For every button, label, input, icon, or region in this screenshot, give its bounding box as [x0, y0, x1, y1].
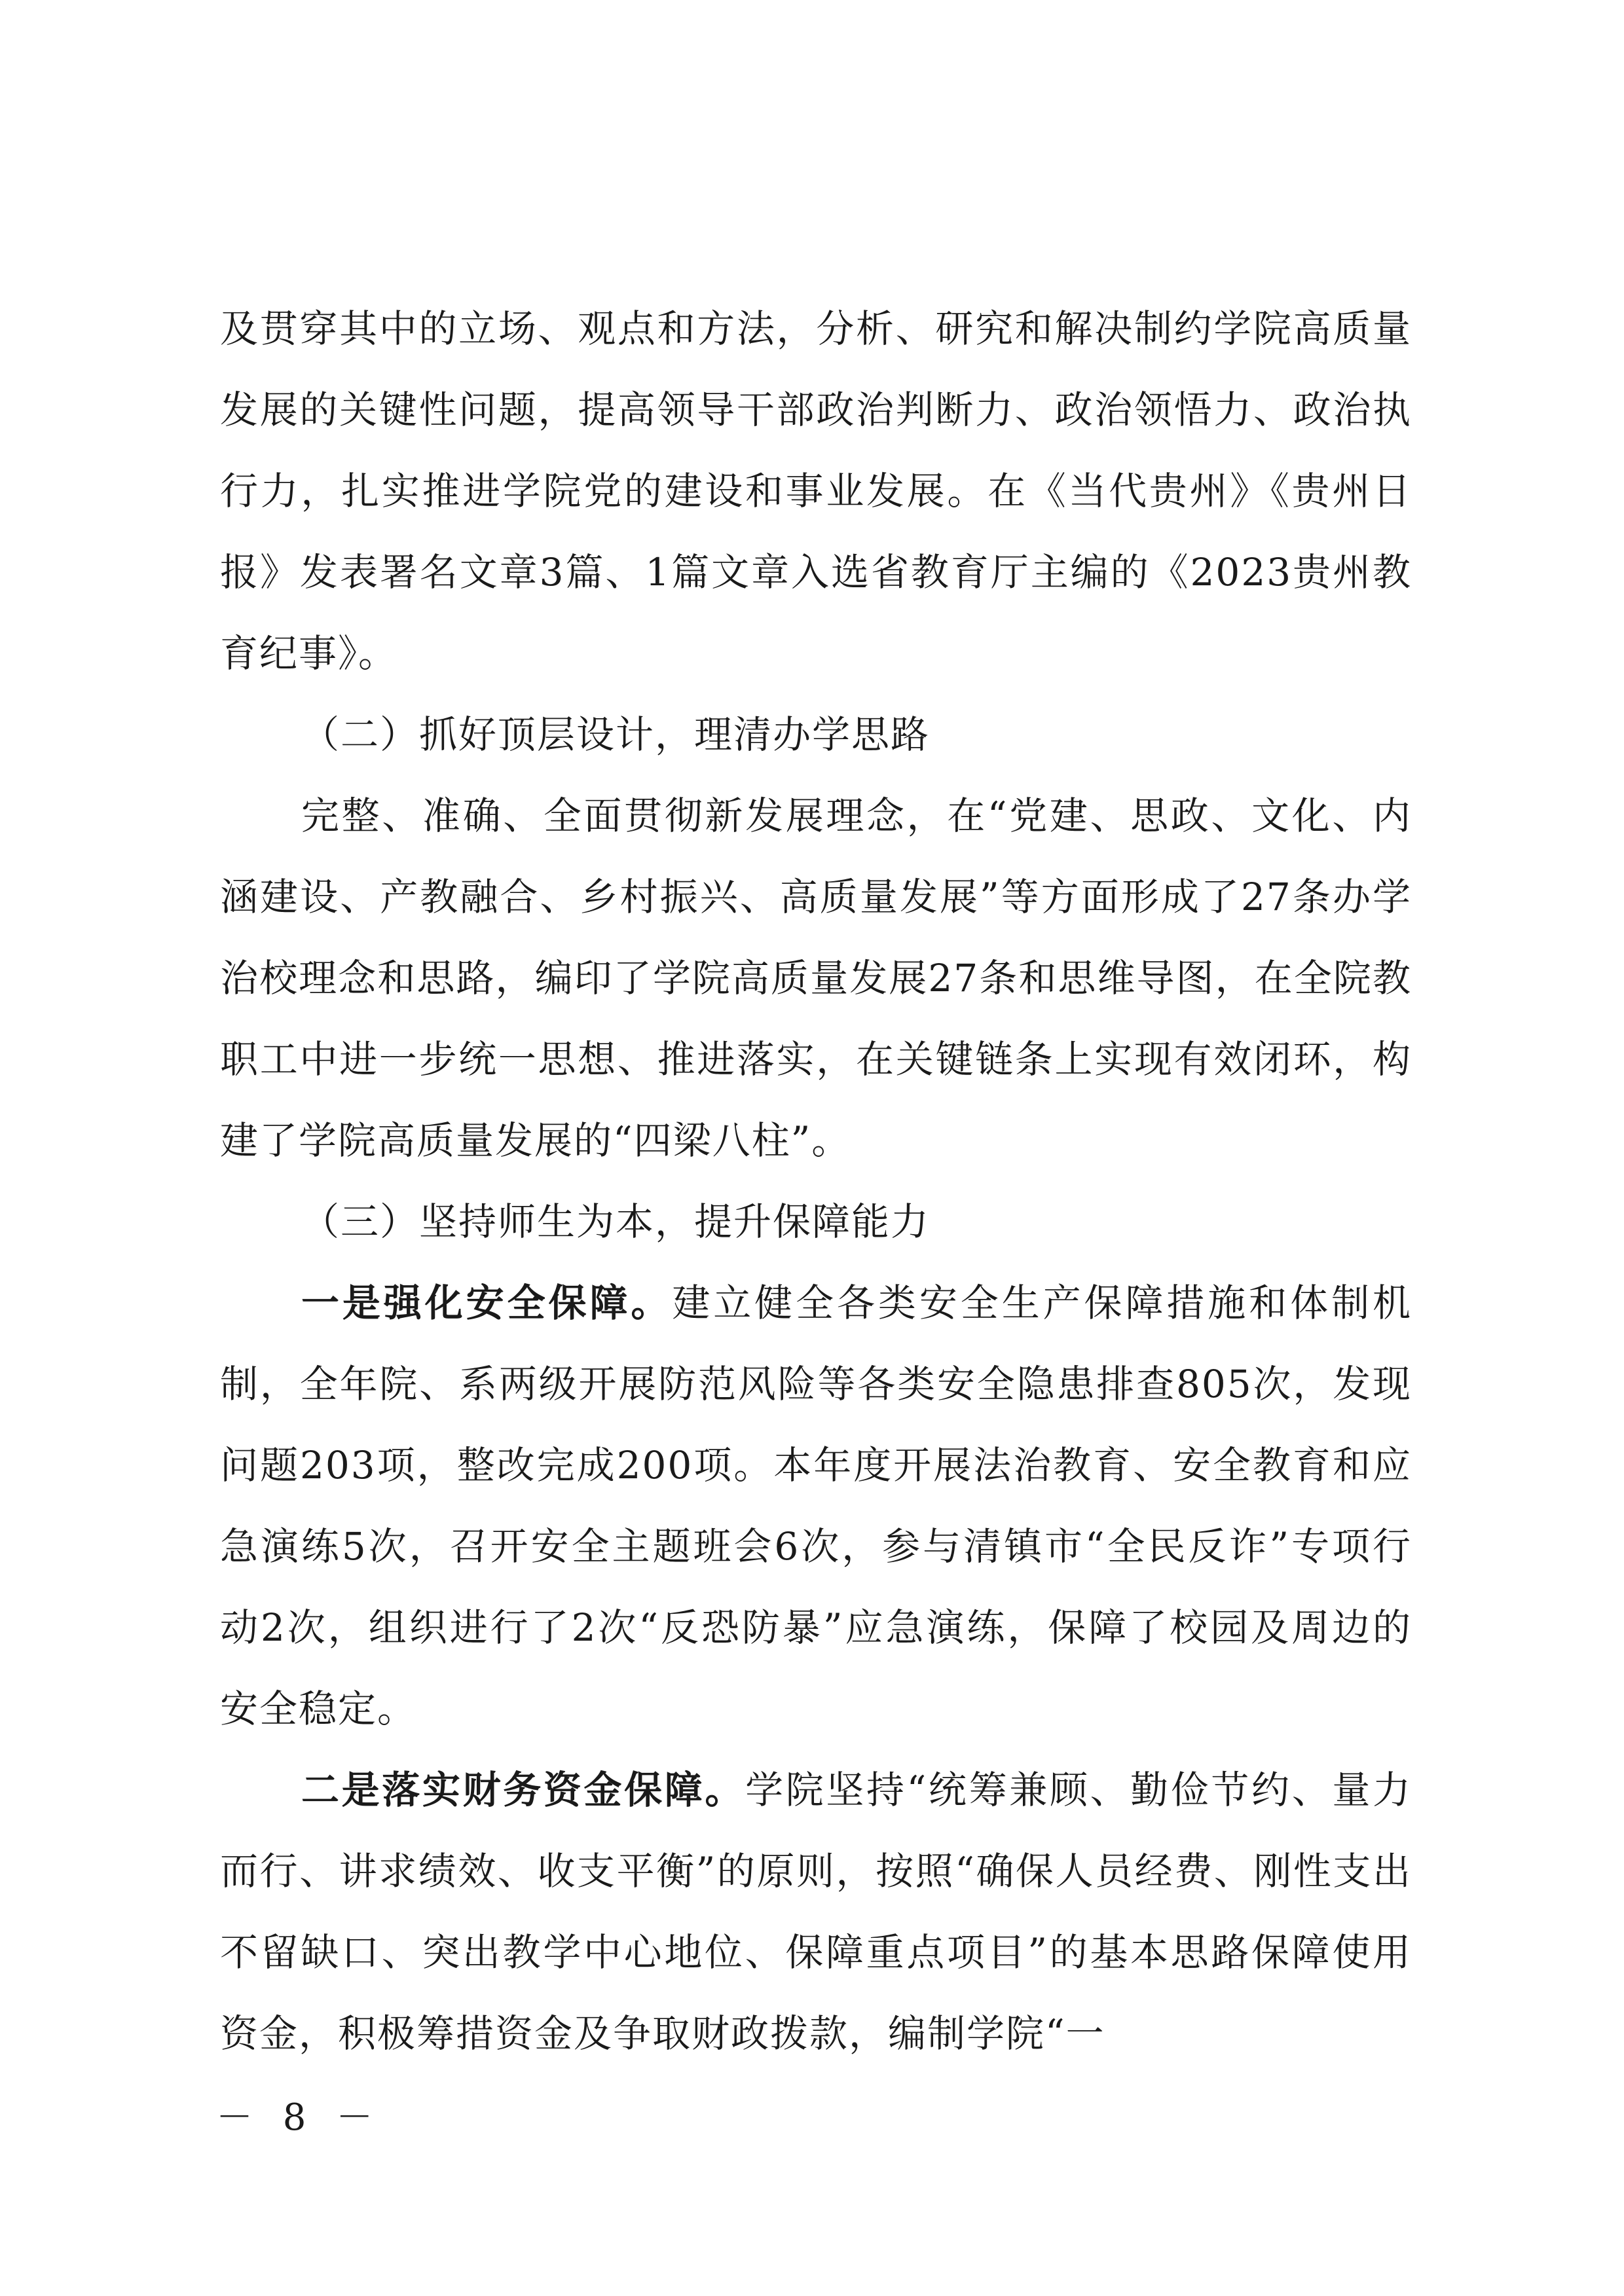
paragraph-finance-text: 学院坚持“统筹兼顾、勤俭节约、量力而行、讲求绩效、收支平衡”的原则，按照“确保人员经费、刚性支出不留缺口、突出教学中心地位、保障重点项目”的基本思路保障使用资金，积极筹措资金及争取财政拨款，编制学院“一: [220, 1768, 1412, 2056]
section-heading-2: （二）抓好顶层设计，理清办学思路: [301, 712, 931, 757]
paragraph-continued: 及贯穿其中的立场、观点和方法，分析、研究和解决制约学院高质量发展的关键性问题，提高领导干部政治判断力、政治领悟力、政治执行力，扎实推进学院党的建设和事业发展。在《当代贵州》《贵州日报》发表署名文章3篇、1篇文章入选省教育厅主编的《2023贵州教育纪事》。: [220, 306, 1412, 676]
document-body: [220, 288, 1412, 2074]
page-number: － 8 －: [216, 2096, 382, 2139]
paragraph-finance-lead: 二是落实财务资金保障。: [301, 1768, 746, 1812]
paragraph-finance: [220, 1749, 1412, 2074]
paragraph-safety-lead: 一是强化安全保障。: [301, 1281, 673, 1325]
paragraph-safety-text: 建立健全各类安全生产保障措施和体制机制，全年院、系两级开展防范风险等各类安全隐患排查805次，发现问题203项，整改完成200项。本年度开展法治教育、安全教育和应急演练5次，召开安全主题班会6次，参与清镇市“全民反诈”专项行动2次，组织进行了2次“反恐防暴”应急演练，保障了校园及周边的安全稳定。: [220, 1281, 1412, 1731]
section-heading-3: （三）坚持师生为本，提升保障能力: [301, 1199, 931, 1244]
paragraph-safety: [220, 1262, 1412, 1749]
paragraph-top-design: 完整、准确、全面贯彻新发展理念，在“党建、思政、文化、内涵建设、产教融合、乡村振兴、高质量发展”等方面形成了27条办学治校理念和思路，编印了学院高质量发展27条和思维导图，在全院教职工中进一步统一思想、推进落实，在关键链条上实现有效闭环，构建了学院高质量发展的“四梁八柱”。: [220, 793, 1412, 1163]
